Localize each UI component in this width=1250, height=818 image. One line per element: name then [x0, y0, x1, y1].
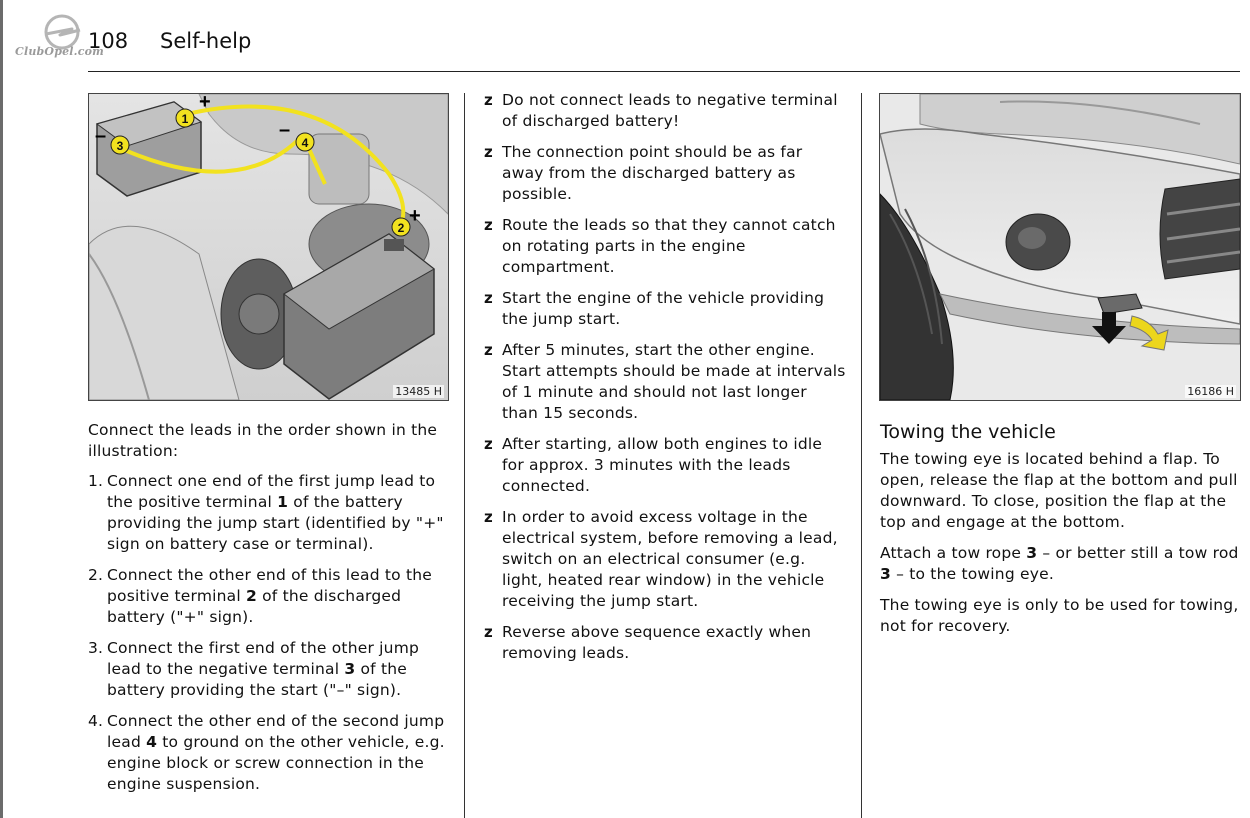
- logo-text: ClubOpel.com: [15, 45, 104, 58]
- note-item: [484, 434, 846, 497]
- step-ref: 4: [146, 733, 158, 751]
- note-item: [484, 622, 846, 664]
- step-text: of the battery providing the start ("–" sign).: [107, 660, 407, 699]
- ref-number: 3: [880, 565, 891, 583]
- text-run: Attach a tow rope: [880, 544, 1027, 562]
- step-text: Connect the other end of this lead to the positive terminal: [107, 566, 433, 605]
- callout-3: 3: [116, 139, 124, 153]
- column-divider-left: [464, 93, 465, 818]
- text-run: – or better still a tow rod: [1037, 544, 1239, 562]
- step-ref: 2: [246, 587, 257, 605]
- jump-start-notes: [484, 90, 846, 674]
- note-text: Route the leads so that they cannot catch on rotating parts in the engine compartment.: [502, 216, 836, 276]
- towing-text: [880, 449, 1240, 647]
- note-item: [484, 340, 846, 424]
- step-text: of the battery providing the jump start (identified by "+" sign on battery case or terminal).: [107, 493, 444, 553]
- bullet-icon: z: [484, 341, 493, 359]
- bullet-icon: z: [484, 91, 493, 109]
- callout-2: 2: [397, 221, 405, 235]
- towing-heading: Towing the vehicle: [880, 421, 1056, 443]
- bullet-icon: z: [484, 216, 493, 234]
- jump-start-illustration: [88, 93, 449, 401]
- text-run: – to the towing eye.: [891, 565, 1054, 583]
- step-text: to ground on the other vehicle, e.g. engine block or screw connection in the engine suspension.: [107, 733, 445, 793]
- note-item: [484, 142, 846, 205]
- minus-sign-ground: –: [279, 119, 291, 141]
- column-divider-right: [861, 93, 862, 818]
- jump-start-steps: [88, 471, 458, 805]
- engine-bay-drawing: [89, 94, 448, 400]
- bullet-icon: z: [484, 143, 493, 161]
- jump-start-intro: Connect the leads in the order shown in the illustration:: [88, 421, 438, 460]
- page-number: 108: [88, 29, 129, 53]
- bullet-icon: z: [484, 623, 493, 641]
- step-number: 2.: [88, 566, 104, 584]
- note-text: After 5 minutes, start the other engine. Start attempts should be made at intervals of 1 minute and should not last longer than 15 seconds.: [502, 341, 846, 422]
- note-text: Reverse above sequence exactly when removing leads.: [502, 623, 812, 662]
- header-rule: [88, 71, 1240, 72]
- ref-number: 3: [1026, 544, 1038, 562]
- figure-code: 16186 H: [1187, 385, 1234, 398]
- plus-sign-discharged: +: [409, 205, 421, 227]
- towing-paragraph: [880, 543, 1240, 585]
- step-text: Connect the other end of the second jump lead: [107, 712, 445, 751]
- page-edge: [0, 0, 3, 818]
- step-text: Connect the first end of the other jump lead to the negative terminal: [107, 639, 420, 678]
- step-item: [88, 638, 458, 701]
- towing-paragraph: The towing eye is only to be used for towing, not for recovery.: [880, 596, 1239, 635]
- note-item: [484, 507, 846, 612]
- step-ref: 3: [344, 660, 356, 678]
- bullet-icon: z: [484, 435, 493, 453]
- bullet-icon: z: [484, 289, 493, 307]
- plus-sign-donor: +: [199, 94, 211, 113]
- step-text: of the discharged battery ("+" sign).: [107, 587, 402, 626]
- note-text: Do not connect leads to negative terminal of discharged battery!: [502, 91, 838, 130]
- step-text: Connect one end of the first jump lead to the positive terminal: [107, 472, 436, 511]
- note-text: The connection point should be as far away from the discharged battery as possible.: [502, 143, 803, 203]
- note-item: [484, 215, 846, 278]
- figure-code: 13485 H: [395, 385, 442, 398]
- callout-4: 4: [301, 136, 309, 150]
- step-item: [88, 565, 458, 628]
- step-number: 1.: [88, 472, 104, 490]
- note-item: [484, 90, 846, 132]
- step-item: [88, 471, 458, 555]
- towing-paragraph: The towing eye is located behind a flap. To open, release the flap at the bottom and pull downward. To close, position the flap at the top and engage at the bottom.: [880, 450, 1238, 531]
- bumper-drawing: [880, 94, 1240, 400]
- note-text: Start the engine of the vehicle providing the jump start.: [502, 289, 825, 328]
- note-text: After starting, allow both engines to idle for approx. 3 minutes with the leads connected.: [502, 435, 823, 495]
- step-number: 3.: [88, 639, 104, 657]
- step-item: [88, 711, 458, 795]
- minus-sign-donor: –: [95, 125, 107, 147]
- section-title: Self-help: [160, 29, 252, 53]
- step-number: 4.: [88, 712, 104, 730]
- note-text: In order to avoid excess voltage in the electrical system, before removing a lead, switch on an electrical consumer (e.g. light, heated rear window) in the vehicle receiving the jump start.: [502, 508, 838, 610]
- bullet-icon: z: [484, 508, 493, 526]
- callout-1: 1: [181, 112, 189, 126]
- towing-illustration: [879, 93, 1241, 401]
- note-item: [484, 288, 846, 330]
- step-ref: 1: [277, 493, 289, 511]
